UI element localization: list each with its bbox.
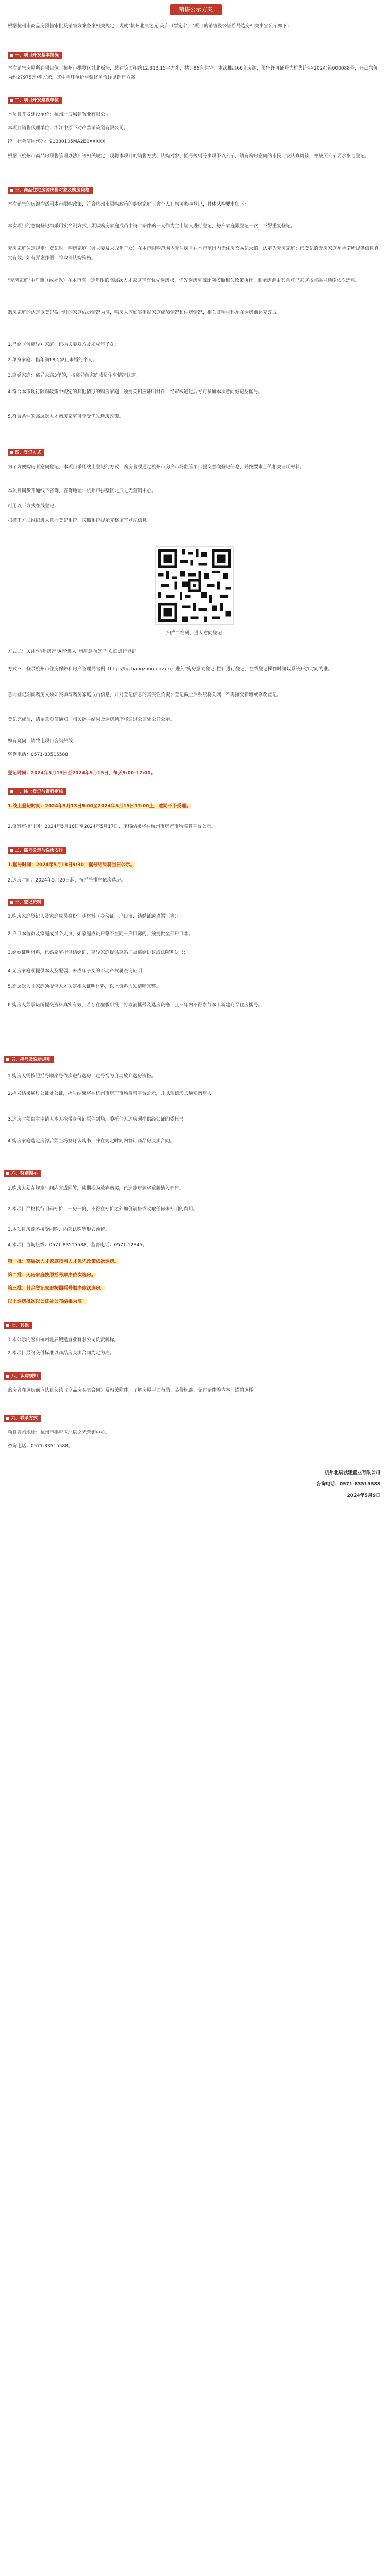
timeline-1-text-2: 2.资料审核时间：2024年5月16日至2024年5月17日，审核结果将在杭州市房产市场监管平台公示。 [8,824,216,829]
section-4-text-4: 扫描下方二维码进入意向登记系统，按照系统提示完整填写登记信息。 [8,518,152,523]
section-6-text-4: 4.本项目咨询热线：0571-83515588，监督电话：0571-12345。 [8,1243,147,1248]
doc-item-2: 2.户口本首页及家庭成员个人页，如家庭成员户籍不在同一户口簿的，须提供全部户口本； [8,931,193,937]
section-4-text-2: 本项目同步开通线下咨询，咨询地址：杭州市拱墅区北辰之光营销中心。 [8,488,157,494]
square-icon [6,1172,9,1175]
section-1-header: 一、项目开发基本情况 [8,52,62,59]
timeline-2-text-2: 2.选房时间：2024年5月20日起，按摇号排序依次选房。 [8,878,126,883]
section-8-text-1: 购房者在选房前应认真阅读《商品房买卖合同》及相关附件，了解房屋平面布局、装修标准、交付条件等内容，谨慎选择。 [8,1388,259,1393]
section-4b-text-4: 登记完成后，请留意短信通知，相关摇号结果及选房顺序将通过公证处公开公示。 [8,717,175,722]
signature-phone: 咨询电话：0571-83515588 [316,1482,380,1487]
signature-company: 杭州北辰城建置业有限公司 [324,1470,380,1476]
doc-item-1: 1.购房家庭登记人及家庭成员身份证明材料（身份证、户口簿、结婚证或离婚证等）； [8,914,182,919]
square-icon [10,901,13,904]
square-icon [6,1058,9,1061]
section-3-list-2: 2.单身家庭：指年满18周岁且未婚的个人； [8,358,97,363]
timeline-3-header: 三、登记资料 [8,899,44,906]
section-7-text-2: 2.本项目最终交付标准以商品房买卖合同约定为准。 [8,1351,114,1356]
doc-item-5: 5.高层次人才家庭须提供人才认定相关证明材料，以上资料均须清晰完整。 [8,984,161,989]
section-5-header: 五、摇号及选房规则 [4,1056,54,1063]
section-2-text-2: 本项目销售代理单位：浙江中原不动产营销策划有限公司。 [8,126,129,131]
section-6-text-3: 3.本项目房源不接受团购、内部认购等形式预留。 [8,1227,110,1232]
section-5-text-1: 1.购房人需按照摇号顺序号依次进行选房，过号视为自动放弃选房资格。 [8,1074,156,1079]
batch-2: 第二批：无房家庭按照摇号顺序依次选房。 [8,1273,96,1278]
section-2-text-1: 本项目开发建设单位：杭州北辰城建置业有限公司。 [8,112,115,117]
contact-phone: 咨询电话：0571-83515588 [8,752,68,757]
section-4b-text-5: 如有疑问，请致电项目咨询热线： [8,739,78,744]
square-icon [10,99,13,102]
doc-item-3: 3.婚姻证明材料，已婚家庭提供结婚证，离异家庭提供离婚证及离婚协议或法院判决书； [8,950,189,955]
section-9-header: 九、联系方式 [4,1415,41,1422]
section-6-text-1: 1.购房人须在规定时间内完成网签，逾期视为放弃购买，已选定房源将重新纳入销售。 [8,1186,184,1191]
timeline-2-header: 二、摇号公示与选房安排 [8,847,66,854]
section-5-text-3: 3.选房时须由主申请人本人携带身份证原件到场，委托他人选房须提供经公证的委托书。 [8,1117,189,1122]
registration-time: 登记时间：2024年5月13日至2024年5月15日，每天9:00-17:00。 [8,771,156,776]
batch-1: 第一批：高层次人才家庭按照人才优先政策依次选房。 [8,1259,120,1264]
timeline-1-header: 一、线上登记与资料审核 [8,788,66,795]
section-2-header: 二、项目开发建设单位 [8,97,62,104]
batch-4: 以上选房批次以公证处公布结果为准。 [8,1299,87,1304]
doc-item-6: 6.购房人须承诺所提交资料真实有效，若存在虚假申报，将取消摇号及选房资格，且三年内不得参与本市新建商品住房摇号。 [8,1003,263,1008]
section-5-text-2: 2.摇号结果通过公证处公证，摇号结果将在杭州市房产市场监管平台公示，并以短信形式通知购房人。 [8,1091,216,1096]
section-3-text-5: 购房家庭的认定以登记截止时的家庭成员情况为准，购房人应如实申报家庭成员情况和住房情况，相关证明材料须在选房前补充完成。 [8,310,282,315]
section-1-text: 本次销售房屋所在项目位于杭州市拱墅区城北板块，总建筑面积约12,313.15平方米，共计86套住宅，本次推出66套房源，预售许可证号为杭售许字(2024)第000088号，开盘均价为约27975元/平方米，其中毛坯单价与装修单价详见销售方案。 [8,66,378,80]
section-2-text-3: 统一社会信用代码：91330105MA2B0XXXXX [8,139,106,144]
section-5-text-4: 4.购房家庭选定房源后须当场签订认购书，并在规定时间内签订商品房买卖合同。 [8,1139,175,1144]
square-icon [6,1375,9,1378]
section-3-text-2: 本次项目的意向登记均采用实名制方式，须以购房家庭成员中符合条件的一人作为主申请人进行登记，每户家庭限登记一次，不得重复登记。 [8,224,296,229]
section-9-text-1: 项目咨询地址：杭州市拱墅区北辰之光营销中心。 [8,1430,110,1435]
square-icon [6,1324,9,1327]
section-3-list-5: 5.符合条件的高层次人才购房家庭可享受优先选房政策。 [8,414,124,419]
section-7-text-1: 1.本公示内容由杭州北辰城建置业有限公司负责解释。 [8,1337,119,1343]
section-3-list-4: 4.符合本市现行限购政策中规定的其他情形的购房家庭，须提交相应证明材料，经审核通过后方可参加本次意向登记及摇号。 [8,389,263,395]
qr-code[interactable] [155,546,234,625]
section-8-header: 八、认购须知 [4,1372,41,1380]
section-7-header: 七、其他 [4,1322,32,1329]
section-4-header: 四、登记方式 [8,449,44,456]
phone-link[interactable]: 0571-83515588 [31,752,68,757]
section-4b-text-1: 方式二：关注"杭州房产"APP进入"购房意向登记"页面进行登记。 [8,649,141,654]
intro-text: 根据杭州市商品房预售审批及销售方案备案相关规定，现就"杭州北辰之光·美庐（暂定名）"项目的销售及公证摇号选房相关事宜公示如下： [8,24,292,29]
section-4-text-3: 可用以下方式在线登记： [8,504,59,509]
timeline-1-text-1: 1.线上登记时间：2024年5月13日9:00至2024年5月15日17:00止，逾期不予受理。 [8,804,191,809]
section-4-text-1: 为了方便购房者意向登记，本项目采用线上登记的方式，购房者须通过杭州市房产市场监管平台提交意向登记信息，并按要求上传相关证明材料。 [8,465,305,470]
section-2-text-4: 根据《杭州市商品房预售管理办法》等相关规定，现将本项目的销售方式、认购对象、摇号规则等事项予以公示，请有购房意向的市民朋友认真阅读，并按照公示要求参与登记。 [8,154,370,159]
qr-caption: 扫描二维码，进入意向登记 [166,631,222,636]
section-3-header: 三、商品住宅房源出售对象及购房资格 [8,187,93,194]
section-3-text-3: 无房家庭认定规则：登记时，购房家庭（含夫妻及未成年子女）在本市限购范围内无住房且在本市范围内无住房交易记录的，认定为无房家庭；已登记的无房家庭须承诺所提供信息真实有效，如有弄虚作假，将取消认购资格。 [8,246,379,261]
square-icon [6,1417,9,1420]
signature-date: 2024年5月9日 [347,1493,380,1498]
section-9-text-2: 咨询电话：0571-83515588。 [8,1444,73,1449]
section-3-text-4: "无房家庭"中户籍（或社保）在本市满一定年限的高层次人才家庭享有优先选房权，优先选房房源比例按照相关政策执行，剩余房源由其余登记家庭按照摇号顺序依次选购。 [8,278,360,283]
square-icon [10,790,13,793]
section-3-list-3: 3.离婚家庭：离异未满3年的，按离异前家庭成员住房情况认定； [8,373,141,378]
timeline-2-text-1: 1.摇号时间：2024年5月18日9:30，摇号结果将当日公示。 [8,862,135,868]
section-4b-text-2: 方式三：登录杭州市住房保障和房产管理局官网（http://fgj.hangzhou.gov.cn）进入"购房意向登记"栏目进行登记，在线登记操作时间以系统开放时间为准。 [8,667,333,672]
section-3-list-1: 1.已婚（含离异）家庭：包括夫妻双方及未成年子女； [8,342,119,347]
page-title-banner: 销售公示方案 [170,4,222,15]
section-6-header: 六、特别提示 [4,1170,41,1177]
doc-item-4: 4.无房家庭须提供本人及配偶、未成年子女的不动产权属查询证明； [8,969,147,974]
square-icon [10,189,13,192]
batch-3: 第三批：其余登记家庭按照摇号顺序依次选房。 [8,1286,106,1291]
section-3-text-1: 本次销售的房源均适用本市限购政策，符合杭州市限购政策的购房家庭（含个人）均可参与登记，具体认购要求如下： [8,202,249,207]
square-icon [10,451,13,454]
section-6-text-2: 2.本项目严格执行明码标价，一房一价，不得在标价之外加价销售或收取任何未标明的费用。 [8,1207,198,1212]
section-4b-text-3: 意向登记期间购房人须如实填写购房家庭成员信息，并对登记信息的真实性负责；登记截止后系统将关闭，不再接受新增或修改登记。 [8,692,282,698]
square-icon [10,54,13,57]
square-icon [10,849,13,852]
